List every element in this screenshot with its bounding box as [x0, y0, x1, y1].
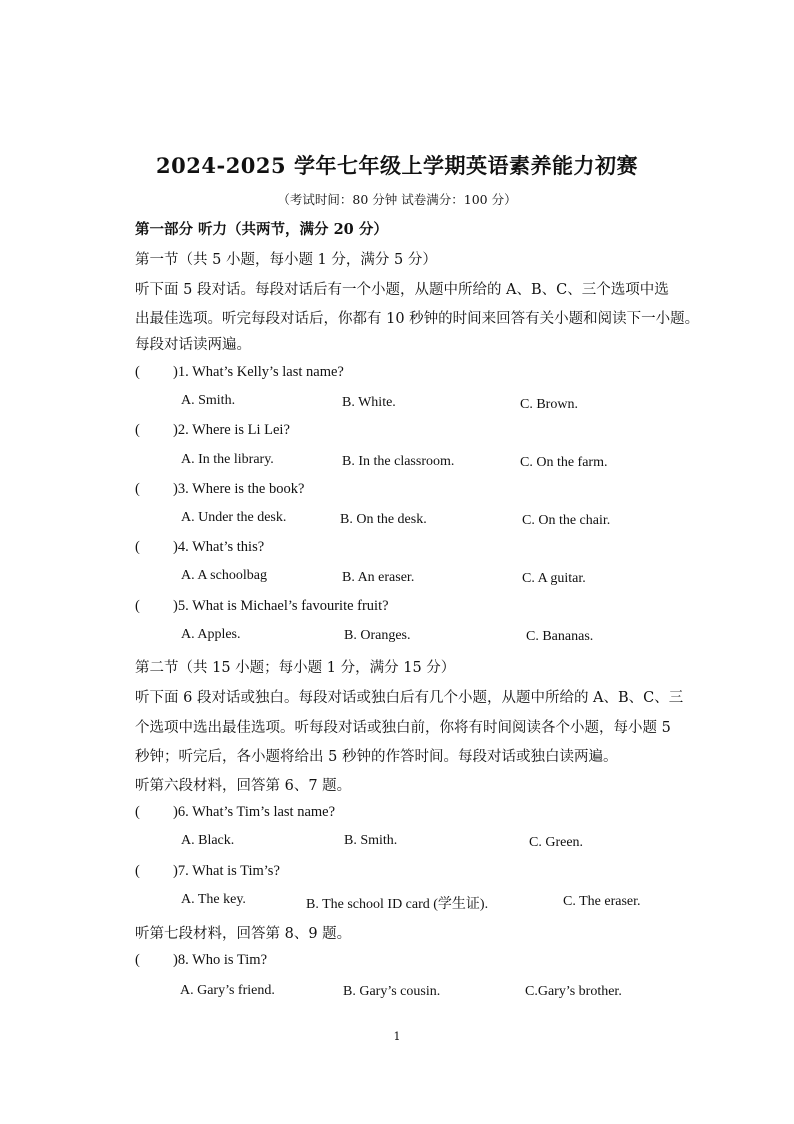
- section1-instruction-line: 每段对话读两遍。: [135, 337, 251, 353]
- option-a: A. Black.: [181, 833, 235, 848]
- option-b: B. In the classroom.: [342, 454, 455, 469]
- question-1: [135, 364, 705, 381]
- section2-instruction-line: 听下面 6 段对话或独白。每段对话或独白后有几个小题，从题中所给的 A、B、C、三: [135, 690, 684, 706]
- question-4: [135, 539, 705, 556]
- question-text: )6. What’s Tim’s last name?: [173, 804, 336, 820]
- option-b: B. The school ID card (学生证).: [306, 897, 489, 912]
- question-text: )1. What’s Kelly’s last name?: [173, 364, 344, 380]
- option-a: A. Apples.: [181, 627, 241, 642]
- option-c: C. Green.: [529, 835, 584, 850]
- option-b: B. Oranges.: [344, 628, 411, 643]
- option-c: C. On the farm.: [520, 455, 608, 470]
- section1-instruction-line: 出最佳选项。听完每段对话后，你都有 10 秒钟的时间来回答有关小题和阅读下一小题。: [135, 311, 700, 327]
- option-b: B. Gary’s cousin.: [343, 984, 441, 999]
- question-text: )5. What is Michael’s favourite fruit?: [173, 598, 389, 614]
- answer-blank[interactable]: (: [135, 422, 140, 438]
- option-c: C. Brown.: [520, 397, 578, 412]
- answer-blank[interactable]: (: [135, 364, 140, 380]
- option-c: C.Gary’s brother.: [525, 984, 622, 999]
- question-7: [135, 863, 705, 880]
- part1-heading: 第一部分 听力（共两节，满分 20 分）: [135, 221, 388, 238]
- answer-blank[interactable]: (: [135, 863, 140, 879]
- exam-subtitle: （考试时间：80 分钟 试卷满分：100 分）: [277, 192, 517, 207]
- answer-blank[interactable]: (: [135, 539, 140, 555]
- material-7-heading: 听第七段材料，回答第 8、9 题。: [135, 926, 352, 942]
- question-2: [135, 422, 705, 439]
- section1-heading: 第一节（共 5 小题，每小题 1 分，满分 5 分）: [135, 252, 437, 268]
- option-a: A. In the library.: [181, 452, 274, 467]
- page-number: 1: [393, 1030, 401, 1043]
- answer-blank[interactable]: (: [135, 598, 140, 614]
- section2-instruction-line: 秒钟；听完后，各小题将给出 5 秒钟的作答时间。每段对话或独白读两遍。: [135, 749, 618, 765]
- option-b: B. Smith.: [344, 833, 398, 848]
- option-c: C. Bananas.: [526, 629, 594, 644]
- answer-blank[interactable]: (: [135, 804, 140, 820]
- option-a: A. Smith.: [181, 393, 236, 408]
- question-3: [135, 481, 705, 498]
- option-b: B. An eraser.: [342, 570, 415, 585]
- option-c: C. The eraser.: [563, 894, 641, 909]
- question-text: )7. What is Tim’s?: [173, 863, 280, 879]
- section1-instruction-line: 听下面 5 段对话。每段对话后有一个小题，从题中所给的 A、B、C、三个选项中选: [135, 282, 669, 298]
- option-c: C. A guitar.: [522, 571, 586, 586]
- question-text: )8. Who is Tim?: [173, 952, 268, 968]
- question-5: [135, 598, 705, 615]
- question-6: [135, 804, 705, 821]
- option-c: C. On the chair.: [522, 513, 611, 528]
- question-text: )4. What’s this?: [173, 539, 265, 555]
- answer-blank[interactable]: (: [135, 952, 140, 968]
- option-a: A. A schoolbag: [181, 568, 267, 583]
- answer-blank[interactable]: (: [135, 481, 140, 497]
- option-a: A. The key.: [181, 892, 246, 907]
- material-6-heading: 听第六段材料，回答第 6、7 题。: [135, 778, 352, 794]
- section2-heading: 第二节（共 15 小题；每小题 1 分，满分 15 分）: [135, 660, 456, 676]
- option-b: B. On the desk.: [340, 512, 427, 527]
- option-b: B. White.: [342, 395, 396, 410]
- exam-title: 2024-2025 学年七年级上学期英语素养能力初赛: [156, 153, 638, 178]
- option-a: A. Gary’s friend.: [180, 983, 275, 998]
- section2-instruction-line: 个选项中选出最佳选项。听每段对话或独白前，你将有时间阅读各个小题，每小题 5: [135, 720, 671, 736]
- question-text: )2. Where is Li Lei?: [173, 422, 290, 438]
- question-text: )3. Where is the book?: [173, 481, 305, 497]
- option-a: A. Under the desk.: [181, 510, 287, 525]
- question-8: [135, 952, 705, 969]
